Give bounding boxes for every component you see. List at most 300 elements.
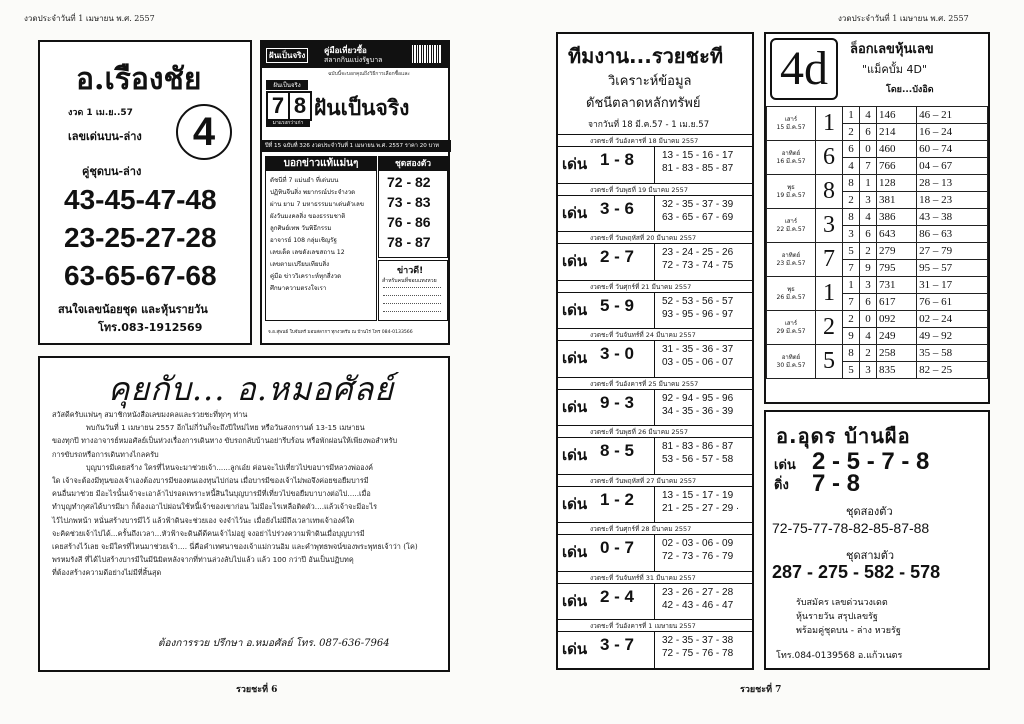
fourd-cell: 49 – 92 (917, 328, 988, 345)
kuikub-body (52, 408, 418, 580)
fourd-date-cell (767, 209, 816, 243)
fourd-day: เสาร์ (784, 319, 798, 327)
fourd-cell: 381 (877, 192, 917, 209)
fourd-cell: 128 (877, 175, 917, 192)
result-divider (558, 619, 752, 620)
ad-pairs-head: ชุดสองตัว (379, 157, 447, 171)
ad-logo-sub: มาแรงกว่าเก่า (266, 119, 310, 127)
ad-pair-1: 72 - 82 (387, 174, 431, 190)
result-ten-label: เด่น (562, 591, 588, 610)
fourd-cell: 2 (860, 345, 877, 362)
fourd-cell: 5 (843, 243, 860, 260)
left-page-footer: รวยชะที่ 6 (236, 685, 278, 695)
fourd-date: 29 มี.ค.57 (776, 327, 806, 335)
result-ten-label: เด่น (562, 397, 588, 416)
result-column-divider (654, 437, 655, 474)
result-numbers (662, 246, 733, 272)
result-date: งวดชะที่ วันอังคารที่ 18 มีนาคม 2557 (590, 137, 699, 145)
fourd-digit: 8 (816, 175, 843, 209)
result-pair: 1 - 8 (600, 150, 635, 169)
fourd-cell: 9 (860, 260, 877, 277)
fourd-cell: 02 – 24 (917, 311, 988, 328)
result-ten-label: เด่น (562, 446, 588, 464)
result-date: งวดชะที่ วันอังคารที่ 25 มีนาคม 2557 (590, 379, 699, 388)
team-sub2: ดัชนีตลาดหลักทรัพย์ (586, 96, 701, 111)
ad-logo-digit-1: 7 (266, 91, 290, 121)
result-ten-label: เด่น (562, 349, 588, 367)
udon-triples-value: 287 - 275 - 582 - 578 (772, 562, 941, 582)
fourd-row (767, 141, 988, 158)
fourd-cell: 6 (860, 226, 877, 243)
kuikub-paragraph-line: พรหมรังสี ที่ได้ไปสร้างบารมีในมีนิมิตหลังจากที่ท่านล่วงลับไปแล้ว แล้ว 100 กว่าปี อันเป็นปฏิบทคุ (52, 555, 354, 565)
fourd-cell: 6 (843, 141, 860, 158)
fourd-cell: 31 – 17 (917, 277, 988, 294)
fourd-date-cell (767, 107, 816, 141)
udon-service (796, 596, 901, 638)
udon-pairs-head: ชุดสองตัว (846, 505, 893, 518)
udon-phone: โทร.084-0139568 อ.แก้วเนตร (776, 651, 903, 661)
result-ten-label: เด่น (562, 203, 588, 222)
fourd-digit: 7 (816, 243, 843, 277)
ad-feature-line: ลูกศิษย์เทพ วันพิธีกรรม (270, 225, 332, 232)
ad-news-text: สำหรับคนที่ชอบแทงหวย (382, 278, 437, 284)
result-date: งวดชะที่ วันศุกร์ที่ 21 มีนาคม 2557 (590, 282, 692, 291)
fourd-cell: 3 (860, 192, 877, 209)
result-entry (558, 183, 752, 232)
ad-top-small: ฉบับนี้จะบอกคุณถึงวิธีการเลือกซื้อและ (328, 71, 410, 77)
result-date: งวดชะที่ วันพุธที่ 19 มีนาคม 2557 (590, 185, 688, 194)
fourd-digit: 3 (816, 209, 843, 243)
result-column-divider (654, 340, 655, 377)
result-number-line: 63 - 65 - 67 - 69 (662, 211, 734, 223)
fourd-date: 19 มี.ค.57 (776, 191, 806, 199)
result-number-line: 81 - 83 - 86 - 87 (662, 441, 734, 452)
fourd-cell: 1 (843, 107, 860, 124)
fourd-day: อาทิตย์ (781, 251, 801, 259)
result-date: งวดชะที่ วันศุกร์ที่ 28 มีนาคม 2557 (590, 525, 692, 533)
result-number-line: 53 - 56 - 57 - 58 (662, 454, 734, 465)
result-entry (558, 474, 752, 523)
ad-pair-4: 78 - 87 (387, 234, 431, 250)
ad-news-rule-1 (383, 287, 441, 288)
result-number-line: 72 - 75 - 76 - 78 (662, 648, 734, 659)
result-divider (558, 534, 752, 535)
fourd-cell: 766 (877, 158, 917, 175)
featured-digit-circle (176, 104, 232, 160)
team-sub1: วิเคราะห์ข้อมูล (608, 74, 692, 89)
fourd-digit: 5 (816, 345, 843, 379)
result-number-line: 31 - 35 - 36 - 37 (662, 344, 734, 355)
result-number-line: 03 - 05 - 06 - 07 (662, 357, 734, 368)
ruangchai-box (38, 40, 252, 345)
right-page-header: งวดประจำวันที่ 1 เมษายน พ.ศ. 2557 (838, 14, 969, 23)
ad-news-box (378, 260, 448, 321)
fourd-day: อาทิตย์ (781, 353, 801, 361)
fourd-cell: 3 (860, 277, 877, 294)
result-pair: 0 - 7 (600, 538, 635, 557)
kuikub-paragraph-line: การขับรถหรือการเดินทางไกลครับ (52, 449, 159, 459)
ruangchai-title: อ.เรืองชัย (76, 62, 202, 97)
result-number-line: 72 - 73 - 74 - 75 (662, 260, 734, 271)
fourd-date: 16 มี.ค.57 (776, 157, 806, 165)
result-numbers (662, 634, 733, 660)
team-title: ทีมงาน...รวยชะที (568, 44, 724, 68)
kuikub-paragraph-line: เคยสร้างไว้เลย จะมีใครที่ไหนมาช่วยเจ้า.... นี่คือคำเทศนาของเจ้าแม่กวนอิม และคำพุทธพจน์ของพระพุทธเจ้าว่า (โค) (52, 542, 418, 552)
fourd-title: ล็อกเลขหุ้นเลข (850, 42, 934, 57)
kuikub-paragraph-line: ทำบุญทำกุศลได้บารมีมา ก็ต้องเอาไปผ่อนใช้หนี้เจ้าของเขาก่อน ไม่มีอะไรเหลือติดตัว....แล้วเจ้าจะมีอะไร (52, 502, 378, 512)
fourd-cell: 8 (843, 175, 860, 192)
result-pair: 5 - 9 (600, 295, 635, 315)
fourd-date-cell (767, 277, 816, 311)
team-box (556, 32, 754, 670)
ad-top-sub: สลากกินแบ่งรัฐบาล (324, 56, 383, 64)
result-date: งวดชะที่ วันพฤหัสที่ 27 มีนาคม 2557 (590, 476, 697, 485)
kuikub-paragraph-line: พบกันวันที่ 1 เมษายน 2557 อีกไม่กี่วันก็จะถึงปีใหม่ไทย หรือวันสงกรานต์ 13-15 เมษายน (86, 423, 365, 433)
result-ten-label: เด่น (562, 543, 588, 561)
result-numbers (662, 537, 733, 563)
result-column-divider (654, 243, 655, 280)
ad-feature-box (265, 156, 377, 321)
result-column-divider (654, 389, 655, 426)
result-pair: 1 - 2 (600, 489, 635, 509)
fourd-cell: 4 (860, 328, 877, 345)
fourd-day: เสาร์ (784, 115, 798, 123)
ad-feature-line: ผ่าน ยาม 7 มหาธรรมมาเด่นตัวเลข (270, 201, 365, 208)
fourd-date: 22 มี.ค.57 (776, 225, 806, 233)
result-number-line: 23 - 24 - 25 - 26 (662, 247, 734, 258)
result-pair: 3 - 6 (600, 198, 635, 218)
magazine-ad (260, 40, 450, 345)
kuikub-title: คุยกับ... อ.หมอศัลย์ (108, 370, 394, 408)
result-pair: 3 - 7 (600, 635, 635, 654)
fourd-cell: 04 – 67 (917, 158, 988, 175)
fourd-cell: 7 (843, 294, 860, 311)
kuikub-paragraph-line: ของทุกปี ทางอาจารย์หมอศัลย์เป็นห่วงเรื่องการเดินทาง ขับรถกลับบ้านอย่ารีบร้อน หรือพักผ่อนให้เพียงพอสำหรับ (52, 436, 398, 446)
result-ten-label: เด่น (562, 252, 588, 270)
result-number-line: 02 - 03 - 06 - 09 (662, 538, 734, 549)
fourd-row (767, 345, 988, 362)
udon-service-line-1: รับสมัคร เลขด่วนวงเดต (796, 598, 888, 608)
fourd-table (766, 106, 988, 379)
ad-tag: ฝันเป็นจริง (266, 48, 308, 63)
fourd-day: พุธ (787, 285, 795, 293)
ad-feature-line: ผังวันมงคลสิ่ง ของธรรมชาติ (270, 213, 346, 220)
result-number-line: 52 - 53 - 56 - 57 (662, 295, 734, 307)
result-divider (558, 571, 752, 572)
result-numbers (662, 149, 733, 175)
result-divider (558, 486, 752, 487)
fourd-cell: 43 – 38 (917, 209, 988, 226)
featured-digit: 4 (192, 109, 216, 154)
result-number-line: 13 - 15 - 16 - 17 (662, 150, 734, 161)
fourd-cell: 092 (877, 311, 917, 328)
fourd-cell: 2 (843, 311, 860, 328)
ruangchai-pairs-label: คู่ชุดบน-ล่าง (82, 165, 142, 178)
fourd-row (767, 243, 988, 260)
result-number-line: 23 - 26 - 27 - 28 (662, 586, 734, 598)
fourd-row (767, 311, 988, 328)
ad-top-title: คู่มือเที่ยวซื้อ (324, 46, 367, 55)
result-divider (558, 631, 752, 632)
kuikub-paragraph-line: ใด เจ้าจะต้องมีทุนของเจ้าเองต้องบารมีของตนเองทุนไปก่อน เมื่อบารมีของเจ้าไม่พอจึงค่อยขอยืมบารมี (52, 476, 369, 486)
result-column-divider (654, 583, 655, 620)
barcode-icon (412, 45, 442, 63)
fourd-cell: 146 (877, 107, 917, 124)
ad-top-bar (262, 42, 448, 68)
fourd-subtitle: "แม็คบั้ม 4D" (862, 63, 928, 76)
result-date: งวดชะที่ วันอังคารที่ 1 เมษายน 2557 (590, 622, 696, 630)
result-numbers (662, 392, 733, 418)
result-divider (558, 389, 752, 390)
result-divider (558, 195, 752, 196)
fourd-cell: 28 – 13 (917, 175, 988, 192)
result-ten-label: เด่น (562, 155, 588, 173)
fourd-date-cell (767, 345, 816, 379)
result-divider (558, 243, 752, 244)
fourd-date-cell (767, 175, 816, 209)
ad-feature-line: เลขเด็ด เลขดังเลขสถาน 12 (270, 249, 345, 256)
fourd-date: 15 มี.ค.57 (776, 123, 806, 131)
fourd-digit: 2 (816, 311, 843, 345)
result-divider (558, 328, 752, 329)
fourd-digit: 1 (816, 277, 843, 311)
result-numbers (662, 343, 733, 369)
ad-news-rule-4 (383, 311, 441, 312)
fourd-cell: 86 – 63 (917, 226, 988, 243)
fourd-cell: 4 (860, 107, 877, 124)
udon-ding-label: ดิ่ง (774, 478, 789, 493)
fourd-cell: 9 (843, 328, 860, 345)
kuikub-paragraph-line: ที่ต้องสร้างความดีอย่างไม่มีที่สิ้นสุด (52, 568, 162, 578)
fourd-cell: 279 (877, 243, 917, 260)
fourd-cell: 3 (860, 362, 877, 379)
ad-feature-line: เลขตามเปรียบเทียบสิ่ง (270, 261, 330, 268)
fourd-cell: 0 (860, 311, 877, 328)
result-number-line: 92 - 94 - 95 - 96 (662, 392, 734, 404)
ad-feature-line: ศึกษาความตรงใจเรา (270, 285, 327, 292)
fourd-row (767, 107, 988, 124)
fourd-cell: 95 – 57 (917, 260, 988, 277)
result-entry (558, 619, 752, 668)
fourd-date: 26 มี.ค.57 (776, 293, 806, 301)
fourd-cell: 7 (860, 158, 877, 175)
fourd-date-cell (767, 141, 816, 175)
result-divider (558, 183, 752, 184)
result-date: งวดชะที่ วันพุธที่ 26 มีนาคม 2557 (590, 428, 688, 436)
result-numbers (662, 295, 733, 321)
ad-feature-head: บอกข่าวแท้แม่นๆ (266, 157, 376, 171)
ad-news-rule-2 (383, 295, 441, 296)
result-number-line: 93 - 95 - 96 - 97 (662, 308, 734, 320)
result-number-line: 21 - 25 - 27 - 29 · (662, 502, 740, 514)
fourd-date: 23 มี.ค.57 (776, 259, 806, 267)
result-column-divider (654, 631, 655, 668)
ad-feature-line: ดัชนีที่ 7 แม่นยำ ที่เด่นบน (270, 177, 339, 184)
ad-bottom-line: จ.อ.สุพนธ์ ใบจันทร์ มอบสลากฯ ทุกงวดรับ ณ บ้านไร่ โทร 084-0133566 (268, 330, 413, 335)
fourd-cell: 835 (877, 362, 917, 379)
result-pair: 2 - 4 (600, 586, 635, 606)
result-divider (558, 231, 752, 232)
fourd-date-cell (767, 311, 816, 345)
result-ten-label: เด่น (562, 494, 588, 513)
ruangchai-row-3: 63-65-67-68 (64, 260, 217, 291)
result-divider (558, 146, 752, 147)
udon-title: อ.อุดร บ้านผือ (776, 424, 911, 448)
result-entry (558, 328, 752, 377)
fourd-day: เสาร์ (784, 217, 798, 225)
result-number-line: 42 - 43 - 46 - 47 (662, 599, 734, 611)
udon-box (764, 410, 990, 670)
ad-pairs-box (378, 156, 448, 258)
kuikub-paragraph-line: คนอื่นมาช่วย มีอะไรนั้นเจ้าจะเอาล้าไปรอดเพราะหนี้สินในบุญบารมีที่เที่ยวไปขอยืมบาบางต่อไป.....เมื่อ (52, 489, 371, 499)
fourd-cell: 249 (877, 328, 917, 345)
fourd-cell: 16 – 24 (917, 124, 988, 141)
udon-pairs-value: 72-75-77-78-82-85-87-88 (772, 520, 930, 536)
ad-feature-line: ปฏิทินจีนสิ่ง พยากรณ์ประจำงวด (270, 189, 356, 196)
fourd-box (764, 32, 990, 404)
result-number-line: 32 - 35 - 37 - 38 (662, 635, 734, 646)
ad-news-rule-3 (383, 303, 441, 304)
right-page-footer: รวยชะที่ 7 (740, 685, 782, 695)
ad-logo (266, 80, 444, 124)
kuikub-paragraph-line: สวัสดีครับแฟนๆ สมาชิกหนังสือเลขมงคลและรวยชะที่ทุกๆ ท่าน (52, 410, 248, 419)
result-column-divider (654, 486, 655, 523)
result-entry (558, 522, 752, 571)
fourd-digit: 6 (816, 141, 843, 175)
result-numbers (662, 586, 733, 612)
result-divider (558, 437, 752, 438)
ruangchai-draw: งวด 1 เม.ย..57 (68, 108, 133, 118)
fourd-cell: 258 (877, 345, 917, 362)
ad-logo-digit-2: 8 (288, 91, 312, 121)
fourd-cell: 3 (843, 226, 860, 243)
team-range: จากวันที่ 18 มี.ค.57 - 1 เม.ย.57 (588, 120, 710, 130)
result-numbers (662, 198, 733, 224)
ruangchai-footer-text: สนใจเลขน้อยชุด และหุ้นรายวัน (58, 303, 208, 316)
fourd-date: 30 มี.ค.57 (776, 361, 806, 369)
ruangchai-top-bottom-label: เลขเด่นบน-ล่าง (68, 130, 142, 143)
fourd-cell: 386 (877, 209, 917, 226)
result-divider (558, 134, 752, 135)
udon-ding-value: 7 - 8 (812, 470, 861, 497)
fourd-cell: 731 (877, 277, 917, 294)
fourd-cell: 7 (843, 260, 860, 277)
result-entry (558, 571, 752, 620)
fourd-cell: 76 – 61 (917, 294, 988, 311)
result-number-line: 81 - 83 - 85 - 87 (662, 163, 734, 174)
result-pair: 9 - 3 (600, 392, 635, 412)
result-number-line: 32 - 35 - 37 - 39 (662, 198, 734, 210)
result-divider (558, 377, 752, 378)
fourd-row (767, 209, 988, 226)
ad-feature-list (270, 175, 364, 295)
result-divider (558, 280, 752, 281)
fourd-cell: 6 (860, 294, 877, 311)
result-divider (558, 425, 752, 426)
result-numbers (662, 440, 733, 466)
fourd-day: พุธ (787, 183, 795, 191)
result-column-divider (654, 534, 655, 571)
fourd-date-cell (767, 243, 816, 277)
ad-pair-3: 76 - 86 (387, 214, 431, 230)
fourd-cell: 8 (843, 209, 860, 226)
ad-news-head: ข่าวดี! (397, 266, 424, 276)
fourd-cell: 6 (860, 124, 877, 141)
fourd-cell: 18 – 23 (917, 192, 988, 209)
ruangchai-row-1: 43-45-47-48 (64, 184, 217, 215)
result-pair: 2 - 7 (600, 247, 635, 266)
kuikub-paragraph-line: จะคิดช่วยเจ้าไปได้...ครั้นถึงเวลา...หัวฟ้าจะดินดีดีคนเจ้าไม่อยู่ จงอย่าไปร่วงความฟ้าดินเมื่อบุญบารมี (52, 528, 365, 538)
fourd-row (767, 175, 988, 192)
fourd-cell: 27 – 79 (917, 243, 988, 260)
result-date: งวดชะที่ วันพฤหัสที่ 20 มีนาคม 2557 (590, 234, 697, 242)
fourd-cell: 617 (877, 294, 917, 311)
result-numbers (662, 489, 739, 515)
result-entry (558, 425, 752, 474)
result-date: งวดชะที่ วันจันทร์ที่ 24 มีนาคม 2557 (590, 331, 696, 339)
result-divider (558, 340, 752, 341)
ruangchai-phone: โทร.083-1912569 (98, 321, 203, 334)
fourd-row (767, 277, 988, 294)
left-page-header: งวดประจำวันที่ 1 เมษายน พ.ศ. 2557 (24, 14, 155, 23)
result-divider (558, 583, 752, 584)
fourd-cell: 4 (860, 209, 877, 226)
kuikub-box (38, 356, 450, 672)
result-date: งวดชะที่ วันจันทร์ที่ 31 มีนาคม 2557 (590, 573, 696, 582)
fourd-cell: 46 – 21 (917, 107, 988, 124)
kuikub-paragraph-line: บุญบารมีเคยสร้าง ใครที่ไหนจะมาช่วยเจ้า......ลูกเอ๋ย ค่อนจะไปเที่ยวไปขอบารมีหลวงพ่อองค์ (86, 462, 374, 472)
ruangchai-row-2: 23-25-27-28 (64, 222, 217, 253)
ad-feature-line: คู่มือ ข่าววิเคราะห์ทุกสี่งวด (270, 273, 342, 280)
udon-ten-label: เด่น (774, 458, 796, 473)
fourd-cell: 8 (843, 345, 860, 362)
fourd-cell: 1 (843, 277, 860, 294)
ad-issue-line: ปีที่ 15 ฉบับที่ 326 งวดประจำวันที่ 1 เมษายน พ.ศ. 2557 ราคา 20 บาท (262, 140, 451, 152)
fourd-cell: 1 (860, 175, 877, 192)
result-entry (558, 231, 752, 280)
fourd-cell: 460 (877, 141, 917, 158)
fourd-cell: 2 (843, 192, 860, 209)
udon-triples-head: ชุดสามตัว (846, 549, 895, 562)
fourd-cell: 2 (860, 243, 877, 260)
udon-service-line-2: หุ้นรายวัน สรุปเลขรัฐ (796, 612, 878, 622)
fourd-digit: 1 (816, 107, 843, 141)
result-divider (558, 474, 752, 475)
fourd-cell: 4 (843, 158, 860, 175)
result-column-divider (654, 292, 655, 329)
fourd-day: อาทิตย์ (781, 149, 801, 157)
kuikub-signature: ต้องการรวย ปรึกษา อ.หมอศัลย์ โทร. 087-636-7964 (158, 638, 390, 649)
udon-service-line-3: พร้อมคู่ชุดบน - ล่าง หวยรัฐ (796, 626, 901, 636)
fourd-cell: 643 (877, 226, 917, 243)
ad-logo-text: ฝันเป็นจริง (314, 96, 410, 120)
fourd-by: โดย...บังอิด (886, 85, 934, 95)
result-number-line: 34 - 35 - 36 - 39 (662, 405, 734, 417)
fourd-cell: 82 – 25 (917, 362, 988, 379)
kuikub-paragraph-line: ไว้ไปภพหน้า หนั่นสร้างบารมีไว้ แล้วฟ้าดินจะช่วยเอง จงจำไว้นะ เมื่อยังไม่มีถึงเวลาเทพเจ้าองค์ใด (52, 515, 355, 525)
result-number-line: 13 - 15 - 17 - 19 (662, 489, 734, 501)
fourd-cell: 5 (843, 362, 860, 379)
ad-feature-line: อาจารย์ 108 กลุ่มเชิญรัฐ (270, 237, 337, 244)
result-divider (558, 292, 752, 293)
result-column-divider (654, 146, 655, 183)
result-entry (558, 134, 752, 183)
fourd-logo: 4d (770, 38, 838, 100)
result-number-line: 72 - 73 - 76 - 79 (662, 551, 734, 562)
result-pair: 8 - 5 (600, 441, 635, 460)
result-pair: 3 - 0 (600, 344, 635, 363)
result-entry (558, 280, 752, 329)
